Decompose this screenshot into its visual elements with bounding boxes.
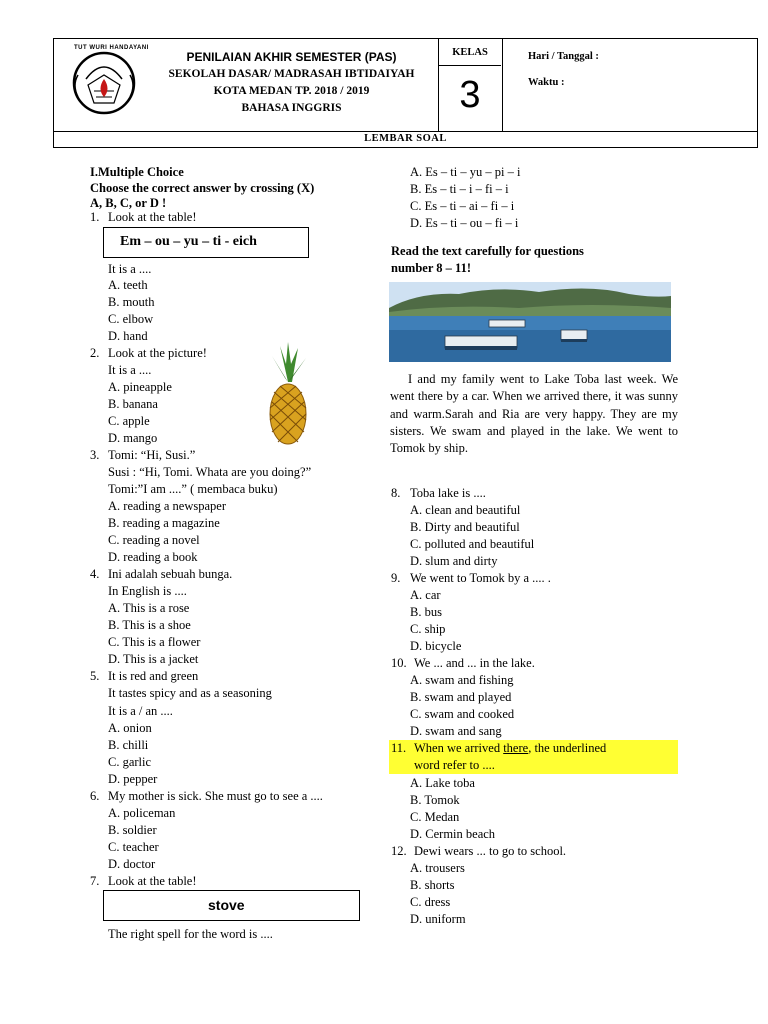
answer-option[interactable]: A. policeman <box>108 806 176 820</box>
answer-option[interactable]: C. apple <box>108 414 150 428</box>
answer-option[interactable]: A. This is a rose <box>108 601 190 615</box>
header-box <box>53 38 758 148</box>
answer-option[interactable]: B. swam and played <box>410 690 512 704</box>
question-stem: Look at the picture! <box>108 346 207 360</box>
answer-option[interactable]: A. Lake toba <box>410 776 475 790</box>
answer-option[interactable]: D. Es – ti – ou – fi – i <box>410 216 519 230</box>
reading-heading: Read the text carefully for questions <box>391 244 584 258</box>
answer-option[interactable]: A. car <box>410 588 441 602</box>
question-stem: Look at the table! <box>108 874 197 888</box>
question-prompt: It is a / an .... <box>108 704 173 718</box>
header-title-line-3: KOTA MEDAN TP. 2018 / 2019 <box>213 85 370 97</box>
answer-option[interactable]: A. reading a newspaper <box>108 499 227 513</box>
answer-option[interactable]: C. elbow <box>108 312 154 326</box>
question-number: 9. <box>391 571 401 585</box>
answer-option[interactable]: D. doctor <box>108 857 156 871</box>
answer-option[interactable]: D. Cermin beach <box>410 827 496 841</box>
spelling-box-text: stove <box>208 897 245 913</box>
answer-option[interactable]: C. teacher <box>108 840 159 854</box>
question-line: Susi : “Hi, Tomi. Whata are you doing?” <box>108 465 312 479</box>
answer-option[interactable]: C. reading a novel <box>108 533 200 547</box>
underlined-word: there <box>503 741 529 755</box>
question-number: 7. <box>90 874 100 888</box>
instruction: A, B, C, or D ! <box>90 196 167 210</box>
answer-option[interactable]: A. teeth <box>108 278 148 292</box>
answer-option[interactable]: B. reading a magazine <box>108 516 220 530</box>
divider <box>439 65 501 66</box>
answer-option[interactable]: B. This is a shoe <box>108 618 191 632</box>
header-title-line-2: SEKOLAH DASAR/ MADRASAH IBTIDAIYAH <box>168 68 415 80</box>
question-number: 10. <box>391 656 407 670</box>
question-number: 12. <box>391 844 407 858</box>
answer-option[interactable]: D. This is a jacket <box>108 652 199 666</box>
question-stem: We went to Tomok by a .... . <box>410 571 551 585</box>
question-number: 11. <box>391 741 407 755</box>
question-number: 2. <box>90 346 100 360</box>
answer-option[interactable]: B. Dirty and beautiful <box>410 520 520 534</box>
spelling-box <box>103 227 309 258</box>
hari-tanggal-label: Hari / Tanggal : <box>528 51 599 62</box>
section-heading: I.Multiple Choice <box>90 165 184 179</box>
answer-option[interactable]: D. reading a book <box>108 550 198 564</box>
answer-option[interactable]: B. Es – ti – i – fi – i <box>410 182 509 196</box>
question-prompt: It is a .... <box>108 363 152 377</box>
reading-heading: number 8 – 11! <box>391 261 471 275</box>
divider <box>54 131 757 132</box>
answer-option[interactable]: A. Es – ti – yu – pi – i <box>410 165 521 179</box>
answer-option[interactable]: C. dress <box>410 895 451 909</box>
header-title <box>149 49 434 117</box>
question-number: 8. <box>391 486 401 500</box>
pineapple-image <box>258 342 318 448</box>
spelling-box <box>103 890 360 921</box>
answer-option[interactable]: D. mango <box>108 431 158 445</box>
lake-toba-photo <box>389 282 671 362</box>
question-stem: It is red and green <box>108 669 199 683</box>
kelas-value: 3 <box>459 74 481 116</box>
question-number: 1. <box>90 210 100 224</box>
answer-option[interactable]: B. mouth <box>108 295 155 309</box>
tut-wuri-handayani-logo <box>64 45 144 117</box>
answer-option[interactable]: D. uniform <box>410 912 466 926</box>
question-stem: Toba lake is .... <box>410 486 486 500</box>
answer-option[interactable]: A. swam and fishing <box>410 673 514 687</box>
answer-option[interactable]: C. polluted and beautiful <box>410 537 535 551</box>
logo-text: TUT WURI HANDAYANI <box>74 45 149 51</box>
answer-option[interactable]: D. swam and sang <box>410 724 502 738</box>
answer-option[interactable]: B. chilli <box>108 738 149 752</box>
question-number: 4. <box>90 567 100 581</box>
answer-option[interactable]: B. soldier <box>108 823 157 837</box>
question-stem: Ini adalah sebuah bunga. <box>108 567 233 581</box>
answer-option[interactable]: B. bus <box>410 605 442 619</box>
reading-passage: I and my family went to Lake Toba last week. We went there by a car. When we arrived there, it was sunny and warm.Sarah and Ria are very happy. They are my sisters. We swam and played in the lake. We went to Tomok by ship. <box>390 372 678 456</box>
question-stem: Look at the table! <box>108 210 197 224</box>
lembar-soal-label: LEMBAR SOAL <box>364 133 447 144</box>
question-line: Tomi:”I am ....” ( membaca buku) <box>108 482 278 496</box>
question-stem: We ... and ... in the lake. <box>414 656 535 670</box>
question-prompt: The right spell for the word is .... <box>108 927 273 941</box>
question-stem: Dewi wears ... to go to school. <box>414 844 567 858</box>
answer-option[interactable]: C. ship <box>410 622 446 636</box>
spelling-box-text: Em – ou – yu – ti - eich <box>120 234 257 249</box>
answer-option[interactable]: D. bicycle <box>410 639 462 653</box>
answer-option[interactable]: C. garlic <box>108 755 152 769</box>
question-stem: Tomi: “Hi, Susi.” <box>108 448 196 462</box>
divider <box>502 39 503 131</box>
waktu-label: Waktu : <box>528 77 565 88</box>
question-prompt: In English is .... <box>108 584 187 598</box>
question-line: It tastes spicy and as a seasoning <box>108 686 272 700</box>
answer-option[interactable]: B. Tomok <box>410 793 460 807</box>
question-number: 3. <box>90 448 100 462</box>
answer-option[interactable]: A. trousers <box>410 861 465 875</box>
header-title-line-1: PENILAIAN AKHIR SEMESTER (PAS) <box>186 50 397 64</box>
answer-option[interactable]: A. pineapple <box>108 380 172 394</box>
answer-option[interactable]: C. Es – ti – ai – fi – i <box>410 199 515 213</box>
question-stem: When we arrived there, the underlined <box>414 741 607 755</box>
answer-option[interactable]: B. shorts <box>410 878 455 892</box>
answer-option[interactable]: C. This is a flower <box>108 635 201 649</box>
question-line: word refer to .... <box>414 758 495 772</box>
answer-option[interactable]: D. slum and dirty <box>410 554 498 568</box>
answer-option[interactable]: C. swam and cooked <box>410 707 515 721</box>
kelas-label: KELAS <box>452 47 488 58</box>
answer-option[interactable]: D. pepper <box>108 772 158 786</box>
question-number: 5. <box>90 669 100 683</box>
instruction: Choose the correct answer by crossing (X) <box>90 181 315 195</box>
answer-option[interactable]: A. onion <box>108 721 152 735</box>
answer-option[interactable]: C. Medan <box>410 810 460 824</box>
question-number: 6. <box>90 789 100 803</box>
answer-option[interactable]: D. hand <box>108 329 148 343</box>
question-prompt: It is a .... <box>108 262 152 276</box>
question-stem: My mother is sick. She must go to see a .... <box>108 789 323 803</box>
answer-option[interactable]: A. clean and beautiful <box>410 503 521 517</box>
answer-option[interactable]: B. banana <box>108 397 158 411</box>
header-title-line-4: BAHASA INGGRIS <box>241 102 342 114</box>
